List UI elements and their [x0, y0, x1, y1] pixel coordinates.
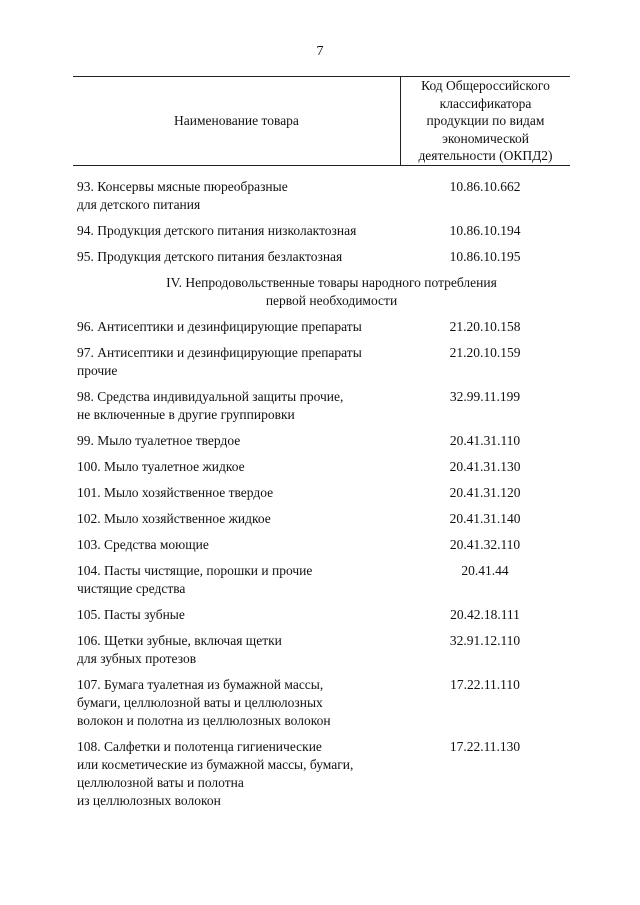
product-code: 10.86.10.195 — [449, 249, 521, 264]
table-row — [73, 562, 570, 598]
product-name: 101. Мыло хозяйственное твердое — [77, 485, 274, 500]
product-name: 94. Продукция детского питания низколактозная — [77, 223, 357, 238]
product-name: 97. Антисептики и дезинфицирующие препараты прочие — [77, 345, 362, 378]
product-name: 106. Щетки зубные, включая щетки для зубных протезов — [77, 633, 282, 666]
table-row — [73, 388, 570, 424]
goods-table — [73, 76, 570, 818]
table-row — [73, 738, 570, 810]
table-body — [73, 166, 570, 810]
product-code: 20.41.31.140 — [449, 511, 521, 526]
header-okpd2-code: Код Общероссийского классификатора продукции по видам экономической деятельности (ОКПД2) — [400, 77, 570, 165]
product-name: 100. Мыло туалетное жидкое — [77, 459, 245, 474]
product-code: 20.41.32.110 — [449, 537, 521, 552]
product-name: 108. Салфетки и полотенца гигиенические или косметические из бумажной массы, бумаги, целлюлозной ваты и полотна из целлюлозных волокон — [77, 739, 354, 808]
product-name: 102. Мыло хозяйственное жидкое — [77, 511, 271, 526]
table-row — [73, 510, 570, 528]
table-row — [73, 676, 570, 730]
product-code: 20.41.44 — [461, 563, 509, 578]
product-code: 32.99.11.199 — [449, 389, 521, 404]
table-row — [73, 344, 570, 380]
table-row — [73, 248, 570, 266]
product-name: 96. Антисептики и дезинфицирующие препараты — [77, 319, 362, 334]
product-code: 32.91.12.110 — [449, 633, 521, 648]
table-row — [73, 222, 570, 240]
product-code: 20.42.18.111 — [450, 607, 520, 622]
table-row — [73, 606, 570, 624]
product-code: 21.20.10.158 — [449, 319, 521, 334]
table-row — [73, 484, 570, 502]
product-code: 10.86.10.662 — [449, 179, 521, 194]
product-code: 21.20.10.159 — [449, 345, 521, 360]
product-name: 103. Средства моющие — [77, 537, 209, 552]
table-row — [73, 318, 570, 336]
product-name: 98. Средства индивидуальной защиты прочие, не включенные в другие группировки — [77, 389, 344, 422]
product-code: 20.41.31.110 — [449, 433, 521, 448]
table-row — [73, 178, 570, 214]
section-heading: IV. Непродовольственные товары народного потребления первой необходимости — [166, 275, 497, 308]
product-code: 20.41.31.130 — [449, 459, 521, 474]
table-row — [73, 632, 570, 668]
product-name: 95. Продукция детского питания безлактозная — [77, 249, 343, 264]
product-code: 20.41.31.120 — [449, 485, 521, 500]
product-name: 93. Консервы мясные пюреобразные для детского питания — [77, 179, 288, 212]
product-name: 107. Бумага туалетная из бумажной массы, бумаги, целлюлозной ваты и целлюлозных волокон и полотна из целлюлозных волокон — [77, 677, 331, 728]
header-product-name: Наименование товара — [174, 113, 299, 128]
product-code: 17.22.11.110 — [450, 677, 520, 692]
table-row — [73, 458, 570, 476]
page-number: 7 — [316, 44, 324, 59]
product-name: 104. Пасты чистящие, порошки и прочие чистящие средства — [77, 563, 313, 596]
product-name: 105. Пасты зубные — [77, 607, 185, 622]
product-code: 17.22.11.130 — [449, 739, 521, 754]
table-row — [73, 432, 570, 450]
table-header — [73, 76, 570, 166]
product-code: 10.86.10.194 — [449, 223, 521, 238]
table-row — [73, 536, 570, 554]
product-name: 99. Мыло туалетное твердое — [77, 433, 241, 448]
